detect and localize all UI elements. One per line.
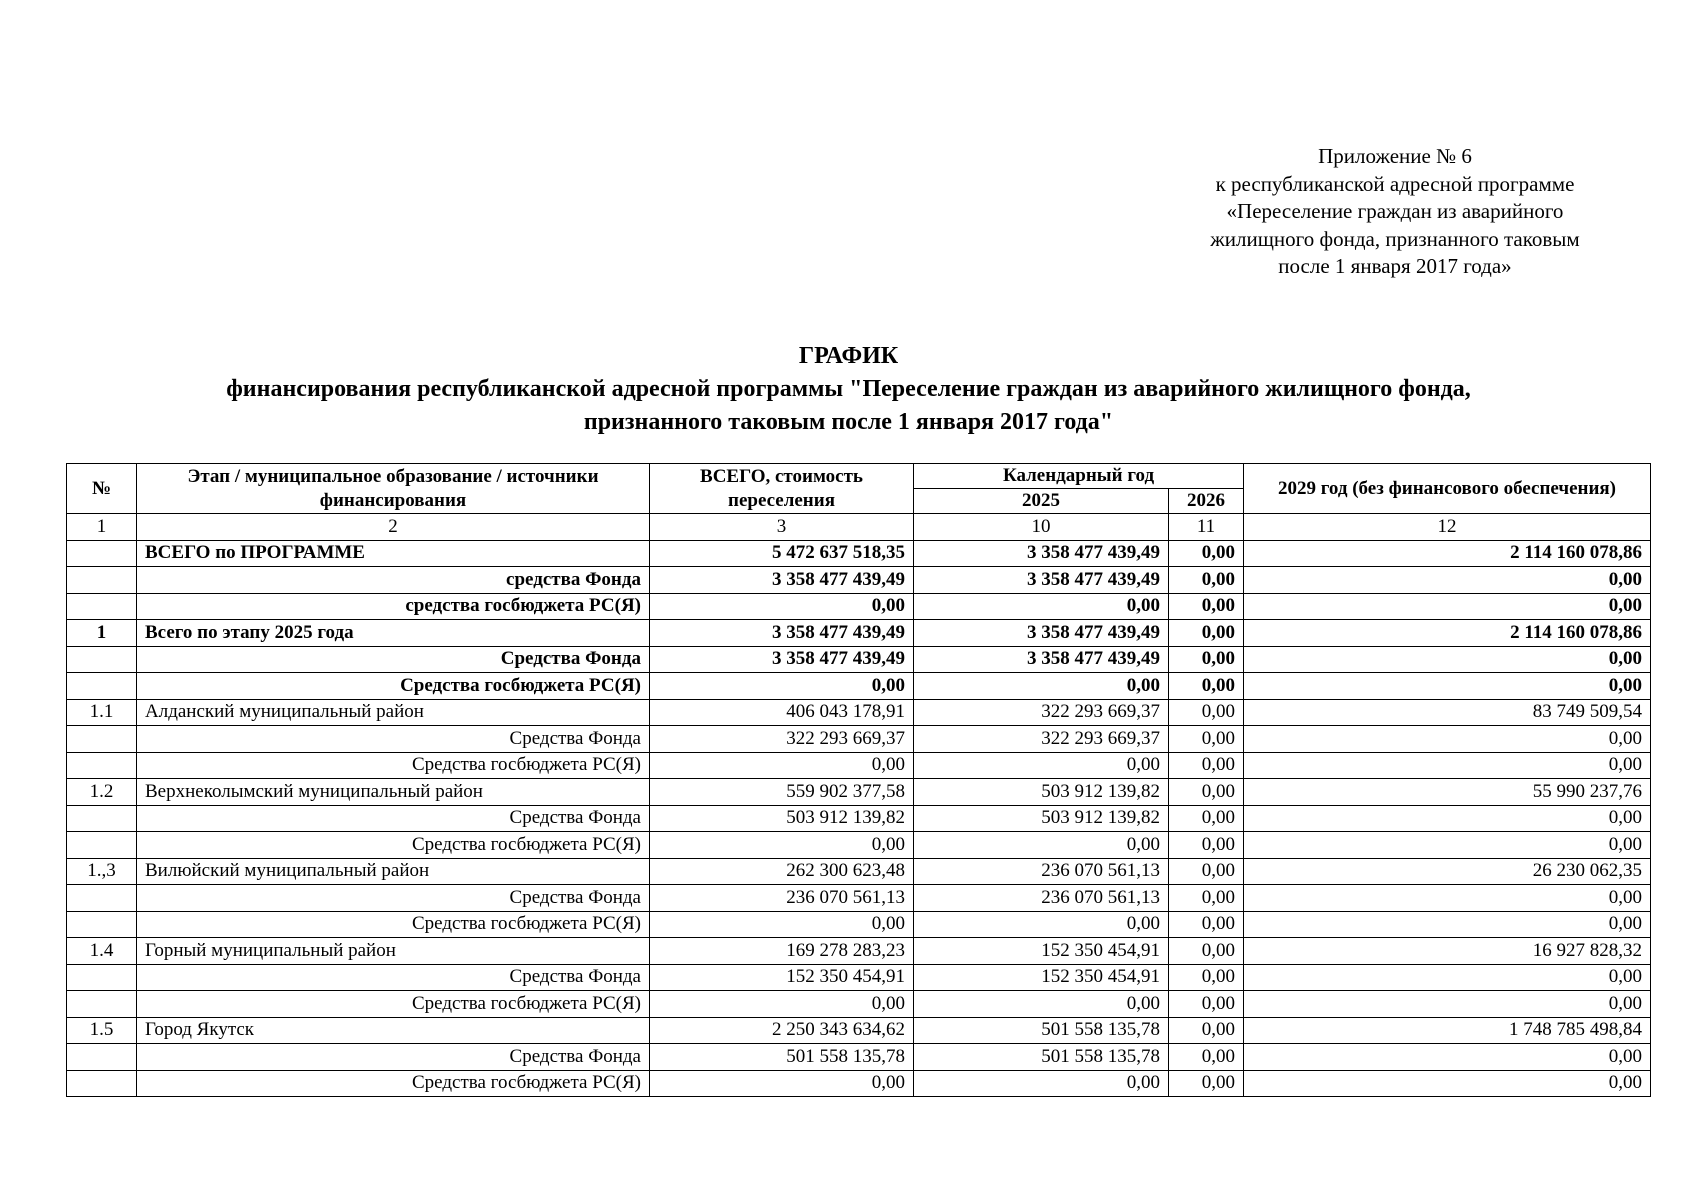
row-2025: 0,00 bbox=[914, 991, 1169, 1018]
row-total: 2 250 343 634,62 bbox=[650, 1017, 914, 1044]
table-row bbox=[67, 858, 1651, 885]
row-number: 1 bbox=[67, 620, 137, 647]
row-total: 501 558 135,78 bbox=[650, 1044, 914, 1071]
row-2025: 503 912 139,82 bbox=[914, 779, 1169, 806]
row-total: 0,00 bbox=[650, 593, 914, 620]
table-row bbox=[67, 779, 1651, 806]
row-2029: 0,00 bbox=[1244, 567, 1651, 594]
row-2025: 0,00 bbox=[914, 752, 1169, 779]
row-2025: 152 350 454,91 bbox=[914, 964, 1169, 991]
title-heading: ГРАФИК bbox=[798, 343, 899, 369]
row-total: 0,00 bbox=[650, 752, 914, 779]
appendix-line: после 1 января 2017 года» bbox=[1278, 254, 1512, 278]
row-2029: 0,00 bbox=[1244, 1070, 1651, 1097]
row-2026: 0,00 bbox=[1169, 620, 1244, 647]
row-name: Средства Фонда bbox=[137, 646, 650, 673]
row-2026: 0,00 bbox=[1169, 1070, 1244, 1097]
row-name: Средства Фонда bbox=[137, 726, 650, 753]
appendix-line: Приложение № 6 bbox=[1318, 144, 1472, 168]
table-row bbox=[67, 593, 1651, 620]
row-total: 169 278 283,23 bbox=[650, 938, 914, 965]
table-row bbox=[67, 726, 1651, 753]
table-row bbox=[67, 620, 1651, 647]
table-row bbox=[67, 540, 1651, 567]
table-row bbox=[67, 991, 1651, 1018]
row-number: 1.2 bbox=[67, 779, 137, 806]
row-2025: 501 558 135,78 bbox=[914, 1044, 1169, 1071]
table-row bbox=[67, 1044, 1651, 1071]
row-2026: 0,00 bbox=[1169, 699, 1244, 726]
row-2029: 0,00 bbox=[1244, 1044, 1651, 1071]
header-2026: 2026 bbox=[1169, 489, 1244, 514]
row-number bbox=[67, 646, 137, 673]
appendix-line: жилищного фонда, признанного таковым bbox=[1210, 226, 1580, 251]
row-total: 0,00 bbox=[650, 911, 914, 938]
table-row bbox=[67, 1070, 1651, 1097]
row-name: Горный муниципальный район bbox=[137, 938, 650, 965]
table-row bbox=[67, 699, 1651, 726]
column-number: 2 bbox=[137, 514, 650, 541]
row-name: Средства Фонда bbox=[137, 964, 650, 991]
row-total: 503 912 139,82 bbox=[650, 805, 914, 832]
row-2029: 0,00 bbox=[1244, 991, 1651, 1018]
row-number bbox=[67, 805, 137, 832]
row-number bbox=[67, 832, 137, 859]
row-number bbox=[67, 726, 137, 753]
row-2029: 0,00 bbox=[1244, 673, 1651, 700]
table-row bbox=[67, 673, 1651, 700]
row-2029: 83 749 509,54 bbox=[1244, 699, 1651, 726]
row-2026: 0,00 bbox=[1169, 593, 1244, 620]
row-2026: 0,00 bbox=[1169, 858, 1244, 885]
table-row bbox=[67, 938, 1651, 965]
row-2029: 2 114 160 078,86 bbox=[1244, 620, 1651, 647]
row-total: 0,00 bbox=[650, 673, 914, 700]
row-number bbox=[67, 540, 137, 567]
row-total: 0,00 bbox=[650, 1070, 914, 1097]
row-2029: 0,00 bbox=[1244, 646, 1651, 673]
row-number: 1.,3 bbox=[67, 858, 137, 885]
row-name: Средства Фонда bbox=[137, 805, 650, 832]
appendix-line: «Переселение граждан из аварийного bbox=[1226, 199, 1564, 223]
header-total: ВСЕГО, стоимость переселения bbox=[650, 464, 914, 514]
row-2025: 236 070 561,13 bbox=[914, 858, 1169, 885]
row-name: средства Фонда bbox=[137, 567, 650, 594]
row-2029: 0,00 bbox=[1244, 964, 1651, 991]
row-2026: 0,00 bbox=[1169, 540, 1244, 567]
row-total: 0,00 bbox=[650, 991, 914, 1018]
row-2029: 1 748 785 498,84 bbox=[1244, 1017, 1651, 1044]
row-number: 1.4 bbox=[67, 938, 137, 965]
row-number bbox=[67, 752, 137, 779]
row-number bbox=[67, 593, 137, 620]
row-total: 152 350 454,91 bbox=[650, 964, 914, 991]
row-name: Средства госбюджета РС(Я) bbox=[137, 832, 650, 859]
row-total: 3 358 477 439,49 bbox=[650, 646, 914, 673]
header-num: № bbox=[67, 464, 137, 514]
row-2026: 0,00 bbox=[1169, 991, 1244, 1018]
row-2029: 0,00 bbox=[1244, 752, 1651, 779]
title-line-2: признанного таковым после 1 января 2017 года" bbox=[583, 409, 1114, 435]
row-number bbox=[67, 885, 137, 912]
row-name: Алданский муниципальный район bbox=[137, 699, 650, 726]
table-row bbox=[67, 567, 1651, 594]
row-2026: 0,00 bbox=[1169, 911, 1244, 938]
row-total: 3 358 477 439,49 bbox=[650, 620, 914, 647]
table-row bbox=[67, 885, 1651, 912]
row-name: средства госбюджета РС(Я) bbox=[137, 593, 650, 620]
row-2025: 152 350 454,91 bbox=[914, 938, 1169, 965]
row-total: 0,00 bbox=[650, 832, 914, 859]
column-number: 10 bbox=[914, 514, 1169, 541]
row-2029: 2 114 160 078,86 bbox=[1244, 540, 1651, 567]
row-2029: 16 927 828,32 bbox=[1244, 938, 1651, 965]
row-2026: 0,00 bbox=[1169, 779, 1244, 806]
row-2026: 0,00 bbox=[1169, 964, 1244, 991]
row-2025: 322 293 669,37 bbox=[914, 699, 1169, 726]
row-2026: 0,00 bbox=[1169, 938, 1244, 965]
row-name: Средства госбюджета РС(Я) bbox=[137, 752, 650, 779]
row-2026: 0,00 bbox=[1169, 832, 1244, 859]
row-number bbox=[67, 991, 137, 1018]
row-2029: 0,00 bbox=[1244, 911, 1651, 938]
row-name: ВСЕГО по ПРОГРАММЕ bbox=[137, 540, 650, 567]
column-number: 12 bbox=[1244, 514, 1651, 541]
column-number-row bbox=[67, 514, 1651, 541]
row-number bbox=[67, 673, 137, 700]
column-number: 11 bbox=[1169, 514, 1244, 541]
financing-table bbox=[66, 463, 1651, 1097]
row-number bbox=[67, 964, 137, 991]
row-number bbox=[67, 911, 137, 938]
row-2029: 0,00 bbox=[1244, 832, 1651, 859]
table-row bbox=[67, 646, 1651, 673]
table-row bbox=[67, 911, 1651, 938]
row-2025: 0,00 bbox=[914, 673, 1169, 700]
table-row bbox=[67, 805, 1651, 832]
table-row bbox=[67, 1017, 1651, 1044]
row-name: Всего по этапу 2025 года bbox=[137, 620, 650, 647]
row-number: 1.1 bbox=[67, 699, 137, 726]
row-total: 322 293 669,37 bbox=[650, 726, 914, 753]
row-total: 559 902 377,58 bbox=[650, 779, 914, 806]
row-name: Средства госбюджета РС(Я) bbox=[137, 911, 650, 938]
row-2029: 26 230 062,35 bbox=[1244, 858, 1651, 885]
row-name: Верхнеколымский муниципальный район bbox=[137, 779, 650, 806]
row-name: Вилюйский муниципальный район bbox=[137, 858, 650, 885]
table-row bbox=[67, 832, 1651, 859]
row-2025: 3 358 477 439,49 bbox=[914, 567, 1169, 594]
row-2025: 322 293 669,37 bbox=[914, 726, 1169, 753]
row-2026: 0,00 bbox=[1169, 673, 1244, 700]
document-title bbox=[0, 340, 1697, 439]
row-2026: 0,00 bbox=[1169, 885, 1244, 912]
row-2025: 0,00 bbox=[914, 832, 1169, 859]
row-total: 3 358 477 439,49 bbox=[650, 567, 914, 594]
row-2026: 0,00 bbox=[1169, 805, 1244, 832]
header-stage: Этап / муниципальное образование / источники финансирования bbox=[137, 464, 650, 514]
row-name: Средства госбюджета РС(Я) bbox=[137, 991, 650, 1018]
row-2026: 0,00 bbox=[1169, 752, 1244, 779]
row-name: Средства Фонда bbox=[137, 885, 650, 912]
row-2025: 3 358 477 439,49 bbox=[914, 646, 1169, 673]
row-total: 262 300 623,48 bbox=[650, 858, 914, 885]
row-2025: 501 558 135,78 bbox=[914, 1017, 1169, 1044]
header-row bbox=[67, 464, 1651, 489]
column-number: 1 bbox=[67, 514, 137, 541]
row-2026: 0,00 bbox=[1169, 646, 1244, 673]
row-2025: 0,00 bbox=[914, 911, 1169, 938]
row-2025: 236 070 561,13 bbox=[914, 885, 1169, 912]
row-name: Город Якутск bbox=[137, 1017, 650, 1044]
row-2026: 0,00 bbox=[1169, 726, 1244, 753]
table-row bbox=[67, 964, 1651, 991]
row-2026: 0,00 bbox=[1169, 1017, 1244, 1044]
row-2026: 0,00 bbox=[1169, 567, 1244, 594]
title-line-1: финансирования республиканской адресной программы "Переселение граждан из аварийного жилищного фонда, bbox=[226, 376, 1471, 402]
row-name: Средства Фонда bbox=[137, 1044, 650, 1071]
row-2029: 0,00 bbox=[1244, 885, 1651, 912]
row-2029: 0,00 bbox=[1244, 593, 1651, 620]
row-number bbox=[67, 1070, 137, 1097]
header-2025: 2025 bbox=[914, 489, 1169, 514]
row-2025: 503 912 139,82 bbox=[914, 805, 1169, 832]
row-2029: 55 990 237,76 bbox=[1244, 779, 1651, 806]
row-total: 406 043 178,91 bbox=[650, 699, 914, 726]
column-number: 3 bbox=[650, 514, 914, 541]
table-body bbox=[67, 514, 1651, 1097]
header-2029: 2029 год (без финансового обеспечения) bbox=[1244, 464, 1651, 514]
row-number bbox=[67, 1044, 137, 1071]
row-2025: 0,00 bbox=[914, 593, 1169, 620]
row-name: Средства госбюджета РС(Я) bbox=[137, 1070, 650, 1097]
row-total: 236 070 561,13 bbox=[650, 885, 914, 912]
table-row bbox=[67, 752, 1651, 779]
row-2025: 3 358 477 439,49 bbox=[914, 540, 1169, 567]
row-2029: 0,00 bbox=[1244, 805, 1651, 832]
header-calendar-year: Календарный год bbox=[914, 464, 1244, 489]
row-2025: 0,00 bbox=[914, 1070, 1169, 1097]
row-number: 1.5 bbox=[67, 1017, 137, 1044]
row-name: Средства госбюджета РС(Я) bbox=[137, 673, 650, 700]
appendix-line: к республиканской адресной программе bbox=[1215, 171, 1575, 196]
row-number bbox=[67, 567, 137, 594]
appendix-note bbox=[1160, 143, 1630, 281]
row-2025: 3 358 477 439,49 bbox=[914, 620, 1169, 647]
row-total: 5 472 637 518,35 bbox=[650, 540, 914, 567]
row-2026: 0,00 bbox=[1169, 1044, 1244, 1071]
row-2029: 0,00 bbox=[1244, 726, 1651, 753]
